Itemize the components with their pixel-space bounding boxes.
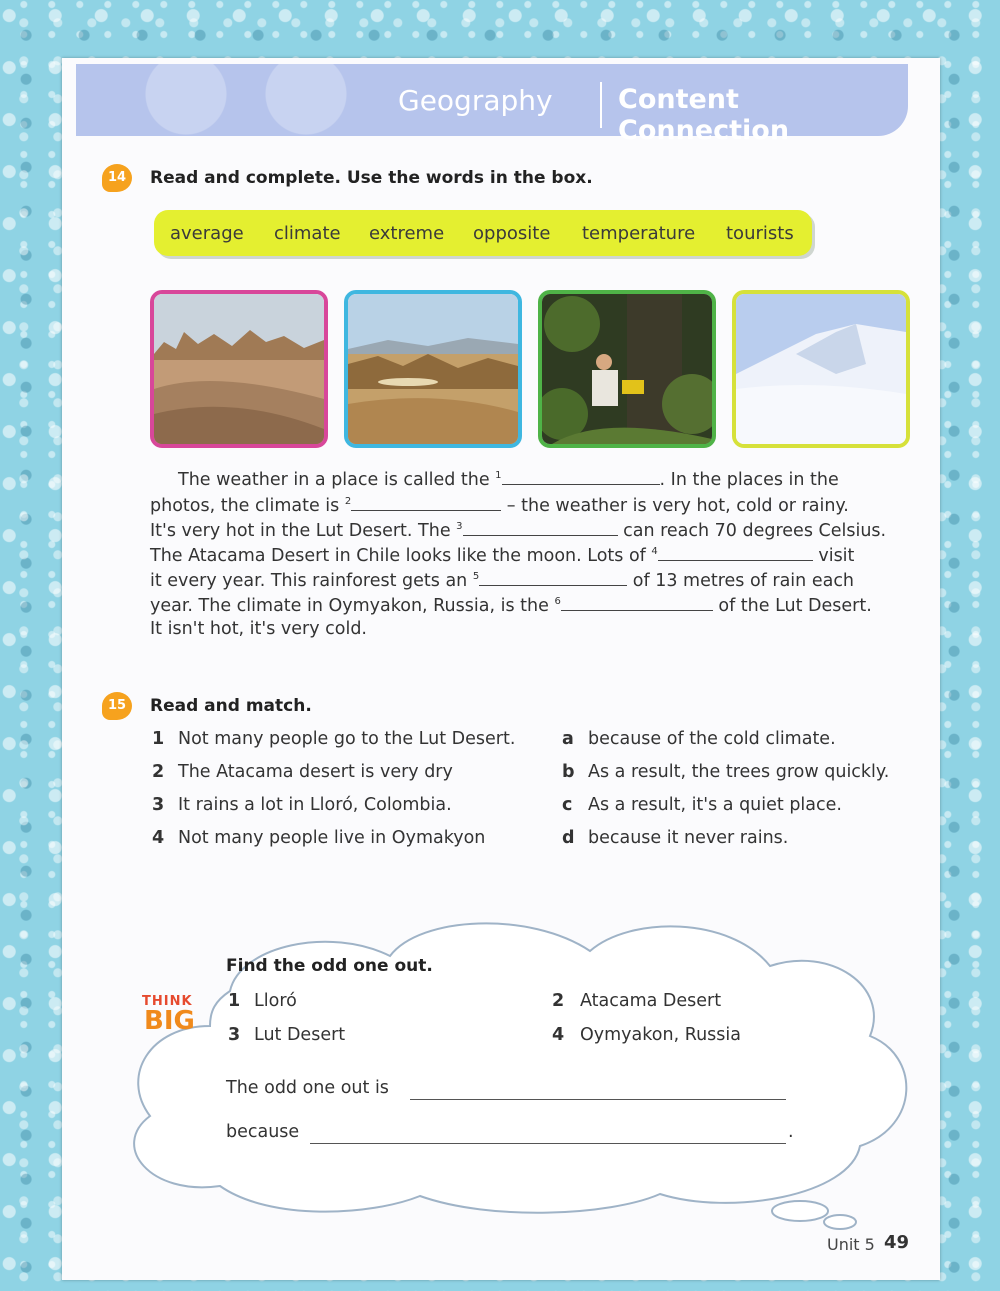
rainforest-photo [538, 290, 716, 448]
thinkbig-title: Find the odd one out. [226, 956, 433, 976]
word-average: average [170, 223, 244, 244]
exercise-15-badge: 15 [102, 692, 132, 720]
match-right-item[interactable]: because it never rains. [588, 828, 789, 848]
match-right-letter: c [562, 795, 573, 815]
match-right-letter: a [562, 729, 574, 749]
match-left-number: 4 [152, 828, 165, 848]
match-left-item[interactable]: The Atacama desert is very dry [178, 762, 453, 782]
oymyakon-snow-photo [732, 290, 910, 448]
option-lut[interactable]: Lut Desert [254, 1025, 346, 1045]
atacama-desert-photo [344, 290, 522, 448]
odd-one-answer-line[interactable] [410, 1098, 786, 1100]
match-left-item[interactable]: It rains a lot in Lloró, Colombia. [178, 795, 452, 815]
paragraph-line-3: It's very hot in the Lut Desert. The $^3$ can reach 70 degrees Celsius. [150, 521, 887, 541]
word-tourists: tourists [726, 223, 794, 244]
word-extreme: extreme [369, 223, 445, 244]
match-left-item[interactable]: Not many people go to the Lut Desert. [178, 729, 516, 749]
lut-desert-photo [150, 290, 328, 448]
paragraph-line-5: it every year. This rainforest gets an $^5$ of 13 metres of rain each [150, 571, 855, 591]
unit-label: Unit 5 [827, 1235, 875, 1254]
match-right-letter: b [562, 762, 575, 782]
match-left-number: 3 [152, 795, 165, 815]
blank-3[interactable] [463, 519, 618, 536]
blank-5[interactable] [479, 569, 627, 586]
word-climate: climate [274, 223, 341, 244]
word-box [154, 210, 812, 256]
workbook-page [62, 58, 940, 1280]
option-number: 2 [552, 991, 565, 1011]
option-number: 1 [228, 991, 241, 1011]
series-title: Content Connection [618, 84, 790, 146]
option-atacama[interactable]: Atacama Desert [580, 991, 722, 1011]
blank-1[interactable] [502, 468, 660, 485]
exercise-14-badge: 14 [102, 164, 132, 192]
blank-6[interactable] [561, 594, 713, 611]
option-oymyakon[interactable]: Oymyakon, Russia [580, 1025, 741, 1045]
paragraph-line-6: year. The climate in Oymyakon, Russia, is the $^6$ of the Lut Desert. [150, 596, 872, 616]
word-temperature: temperature [582, 223, 696, 244]
exercise-15-instruction: Read and match. [150, 696, 312, 716]
match-right-item[interactable]: As a result, the trees grow quickly. [588, 762, 890, 782]
blank-2[interactable] [351, 494, 501, 511]
because-period: . [788, 1122, 794, 1142]
match-left-number: 2 [152, 762, 165, 782]
subject-title: Geography [398, 84, 553, 117]
logo-think: THINK [142, 994, 193, 1009]
match-right-letter: d [562, 828, 575, 848]
word-opposite: opposite [473, 223, 551, 244]
because-answer-line[interactable] [310, 1142, 786, 1144]
paragraph-line-7: It isn't hot, it's very cold. [150, 619, 367, 639]
match-right-item[interactable]: because of the cold climate. [588, 729, 836, 749]
option-llor[interactable]: Lloró [254, 991, 297, 1011]
paragraph-line-2: photos, the climate is $^2$ – the weather is very hot, cold or rainy. [150, 496, 849, 516]
paragraph-line-4: The Atacama Desert in Chile looks like the moon. Lots of $^4$ visit [150, 546, 855, 566]
thought-cloud [90, 876, 930, 1236]
page-number: 49 [884, 1232, 910, 1253]
match-left-number: 1 [152, 729, 165, 749]
logo-big: BIG [144, 1006, 195, 1036]
banner-divider [600, 82, 602, 128]
option-number: 3 [228, 1025, 241, 1045]
section-banner [76, 64, 908, 146]
blank-4[interactable] [658, 544, 813, 561]
match-left-item[interactable]: Not many people live in Oymakyon [178, 828, 486, 848]
match-right-item[interactable]: As a result, it's a quiet place. [588, 795, 842, 815]
odd-one-label: The odd one out is [226, 1078, 389, 1098]
paragraph-line-1: The weather in a place is called the $^1$ . In the places in the [178, 470, 839, 490]
because-label: because [226, 1122, 300, 1142]
option-number: 4 [552, 1025, 565, 1045]
exercise-14-instruction: Read and complete. Use the words in the box. [150, 168, 593, 188]
